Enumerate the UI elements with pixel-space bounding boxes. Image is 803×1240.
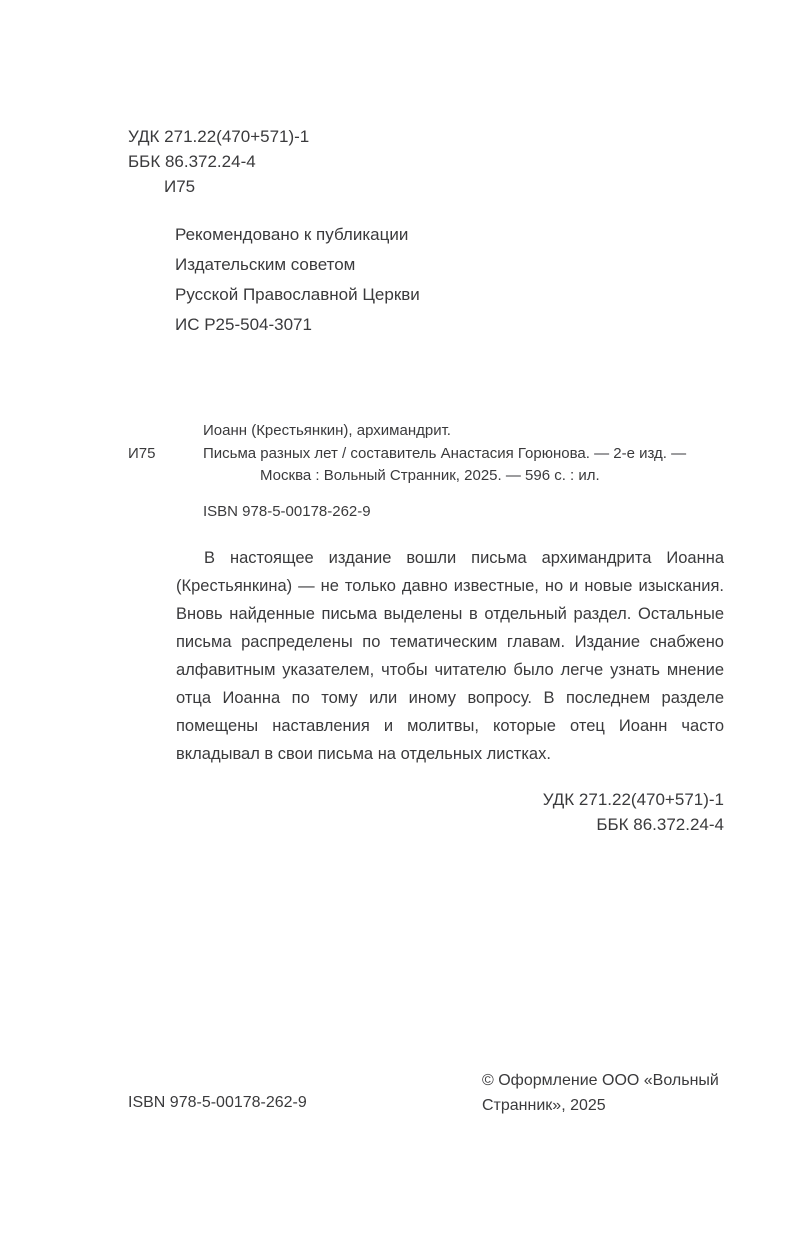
record-description: Письма разных лет / составитель Анастасия Горюнова. — 2-е изд. — Москва : Вольный Странник, 2025. — 596 с. : ил. xyxy=(203,444,687,484)
approval-line-1: Рекомендовано к публикации xyxy=(175,225,409,244)
udk-code-top: УДК 271.22(470+571)-1 xyxy=(128,127,310,146)
approval-line-2: Издательским советом xyxy=(175,255,356,274)
book-annotation: В настоящее издание вошли письма архимандрита Иоанна (Крестьянкина) — не только давно известные, но и новые изыскания. Вновь найденные письма выделены в отдельный раздел. Остальные письма распределены по тематическим главам. Издание снабжено алфавитным указателем, чтобы читателю было легче узнать мнение отца Иоанна по тому или иному вопросу. В последнем разделе помещены наставления и молитвы, которые отец Иоанн часто вкладывал в свои письма на отдельных листках. xyxy=(176,549,724,763)
classification-block-top xyxy=(128,124,309,199)
record-author-sign: И75 xyxy=(128,444,156,462)
approval-reference-number: ИС Р25-504-3071 xyxy=(175,315,312,334)
record-author: Иоанн (Крестьянкин), архимандрит. xyxy=(203,422,451,439)
footer-isbn: ISBN 978-5-00178-262-9 xyxy=(128,1094,307,1111)
bibliographic-record xyxy=(128,420,728,488)
record-isbn: ISBN 978-5-00178-262-9 xyxy=(203,503,371,520)
copyright-line-2: Странник», 2025 xyxy=(482,1097,606,1114)
footer-copyright xyxy=(482,1068,732,1118)
bbk-code-bottom: ББК 86.372.24-4 xyxy=(596,815,724,834)
udk-code-bottom: УДК 271.22(470+571)-1 xyxy=(542,790,724,809)
record-body xyxy=(128,443,728,488)
classification-block-bottom xyxy=(543,787,724,837)
bbk-code-top: ББК 86.372.24-4 xyxy=(128,152,256,171)
publication-approval-block xyxy=(175,220,420,340)
copyright-line-1: © Оформление ООО «Вольный xyxy=(482,1072,719,1089)
approval-line-3: Русской Православной Церкви xyxy=(175,285,420,304)
author-sign-top: И75 xyxy=(164,177,196,196)
